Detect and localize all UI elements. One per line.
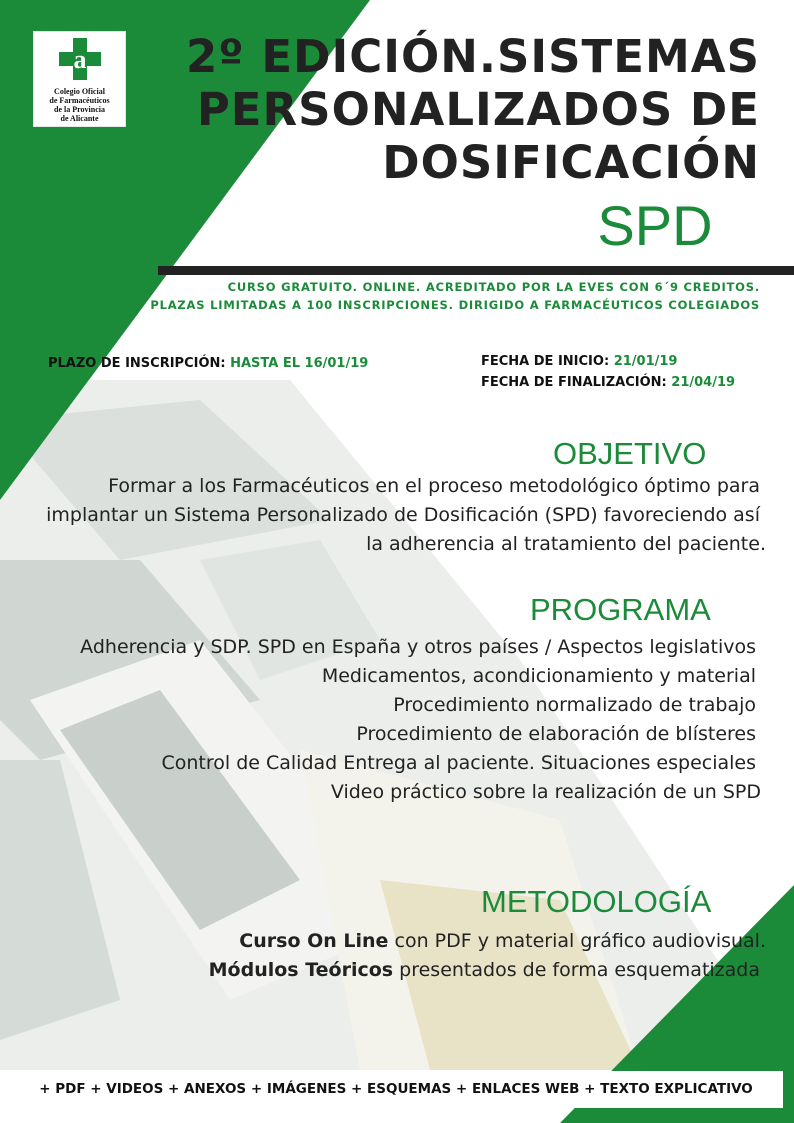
programa-item: Procedimiento normalizado de trabajo <box>393 694 756 716</box>
logo-line: de la Provincia <box>54 105 105 114</box>
programa-item: Video práctico sobre la realización de un SPD <box>330 781 761 803</box>
logo-line: Colegio Oficial <box>54 87 105 96</box>
inscription-label: PLAZO DE INSCRIPCIÓN: <box>48 356 226 371</box>
subtitle-line-2: PLAZAS LIMITADAS A 100 INSCRIPCIONES. DIRIGIDO A FARMACÉUTICOS COLEGIADOS <box>150 298 760 312</box>
svg-text:a: a <box>73 45 86 74</box>
objetivo-line-1: Formar a los Farmacéuticos en el proceso metodológico óptimo para <box>108 475 760 497</box>
divider-bar <box>158 266 794 275</box>
pharmacy-cross-logo-icon <box>57 36 103 82</box>
logo-line: de Farmacéuticos <box>49 96 110 105</box>
start-date <box>481 354 677 369</box>
inscription-deadline <box>48 356 368 371</box>
college-logo <box>34 32 125 126</box>
programa-item: Control de Calidad Entrega al paciente. Situaciones especiales <box>161 752 756 774</box>
subtitle-line-1: CURSO GRATUITO. ONLINE. ACREDITADO POR LA EVES CON 6´9 CREDITOS. <box>227 280 760 294</box>
objetivo-heading: OBJETIVO <box>553 436 707 471</box>
start-label: FECHA DE INICIO: <box>481 354 610 369</box>
title-line-3: DOSIFICACIÓN <box>382 136 760 189</box>
metodologia-bold-1: Curso On Line <box>239 930 389 952</box>
page-title <box>160 30 760 189</box>
title-acronym: SPD <box>597 194 713 257</box>
end-date <box>481 375 735 390</box>
inscription-value: HASTA EL 16/01/19 <box>230 356 369 371</box>
metodologia-text-1: con PDF y material gráfico audiovisual. <box>388 930 766 952</box>
objetivo-line-3: la adherencia al tratamiento del paciente. <box>366 533 766 555</box>
programa-item: Procedimiento de elaboración de blísteres <box>356 723 756 745</box>
metodologia-heading: METODOLOGÍA <box>481 884 712 919</box>
title-line-2: PERSONALIZADOS DE <box>196 83 760 136</box>
start-value: 21/01/19 <box>613 354 678 369</box>
end-value: 21/04/19 <box>671 375 736 390</box>
metodologia-line-1 <box>239 930 766 952</box>
programa-heading: PROGRAMA <box>530 592 711 627</box>
metodologia-text-2: presentados de forma esquematizada <box>393 959 760 981</box>
programa-item: Adherencia y SDP. SPD en España y otros países / Aspectos legislativos <box>80 636 756 658</box>
footer-banner: + PDF + VIDEOS + ANEXOS + IMÁGENES + ESQUEMAS + ENLACES WEB + TEXTO EXPLICATIVO <box>9 1071 783 1108</box>
metodologia-line-2 <box>209 959 760 981</box>
title-line-1: 2º EDICIÓN.SISTEMAS <box>186 30 760 83</box>
logo-text <box>34 87 125 123</box>
end-label: FECHA DE FINALIZACIÓN: <box>481 375 667 390</box>
objetivo-line-2: implantar un Sistema Personalizado de Dosificación (SPD) favoreciendo así <box>46 504 760 526</box>
logo-line: de Alicante <box>60 114 99 123</box>
metodologia-bold-2: Módulos Teóricos <box>208 959 394 981</box>
programa-item: Medicamentos, acondicionamiento y material <box>321 665 756 687</box>
